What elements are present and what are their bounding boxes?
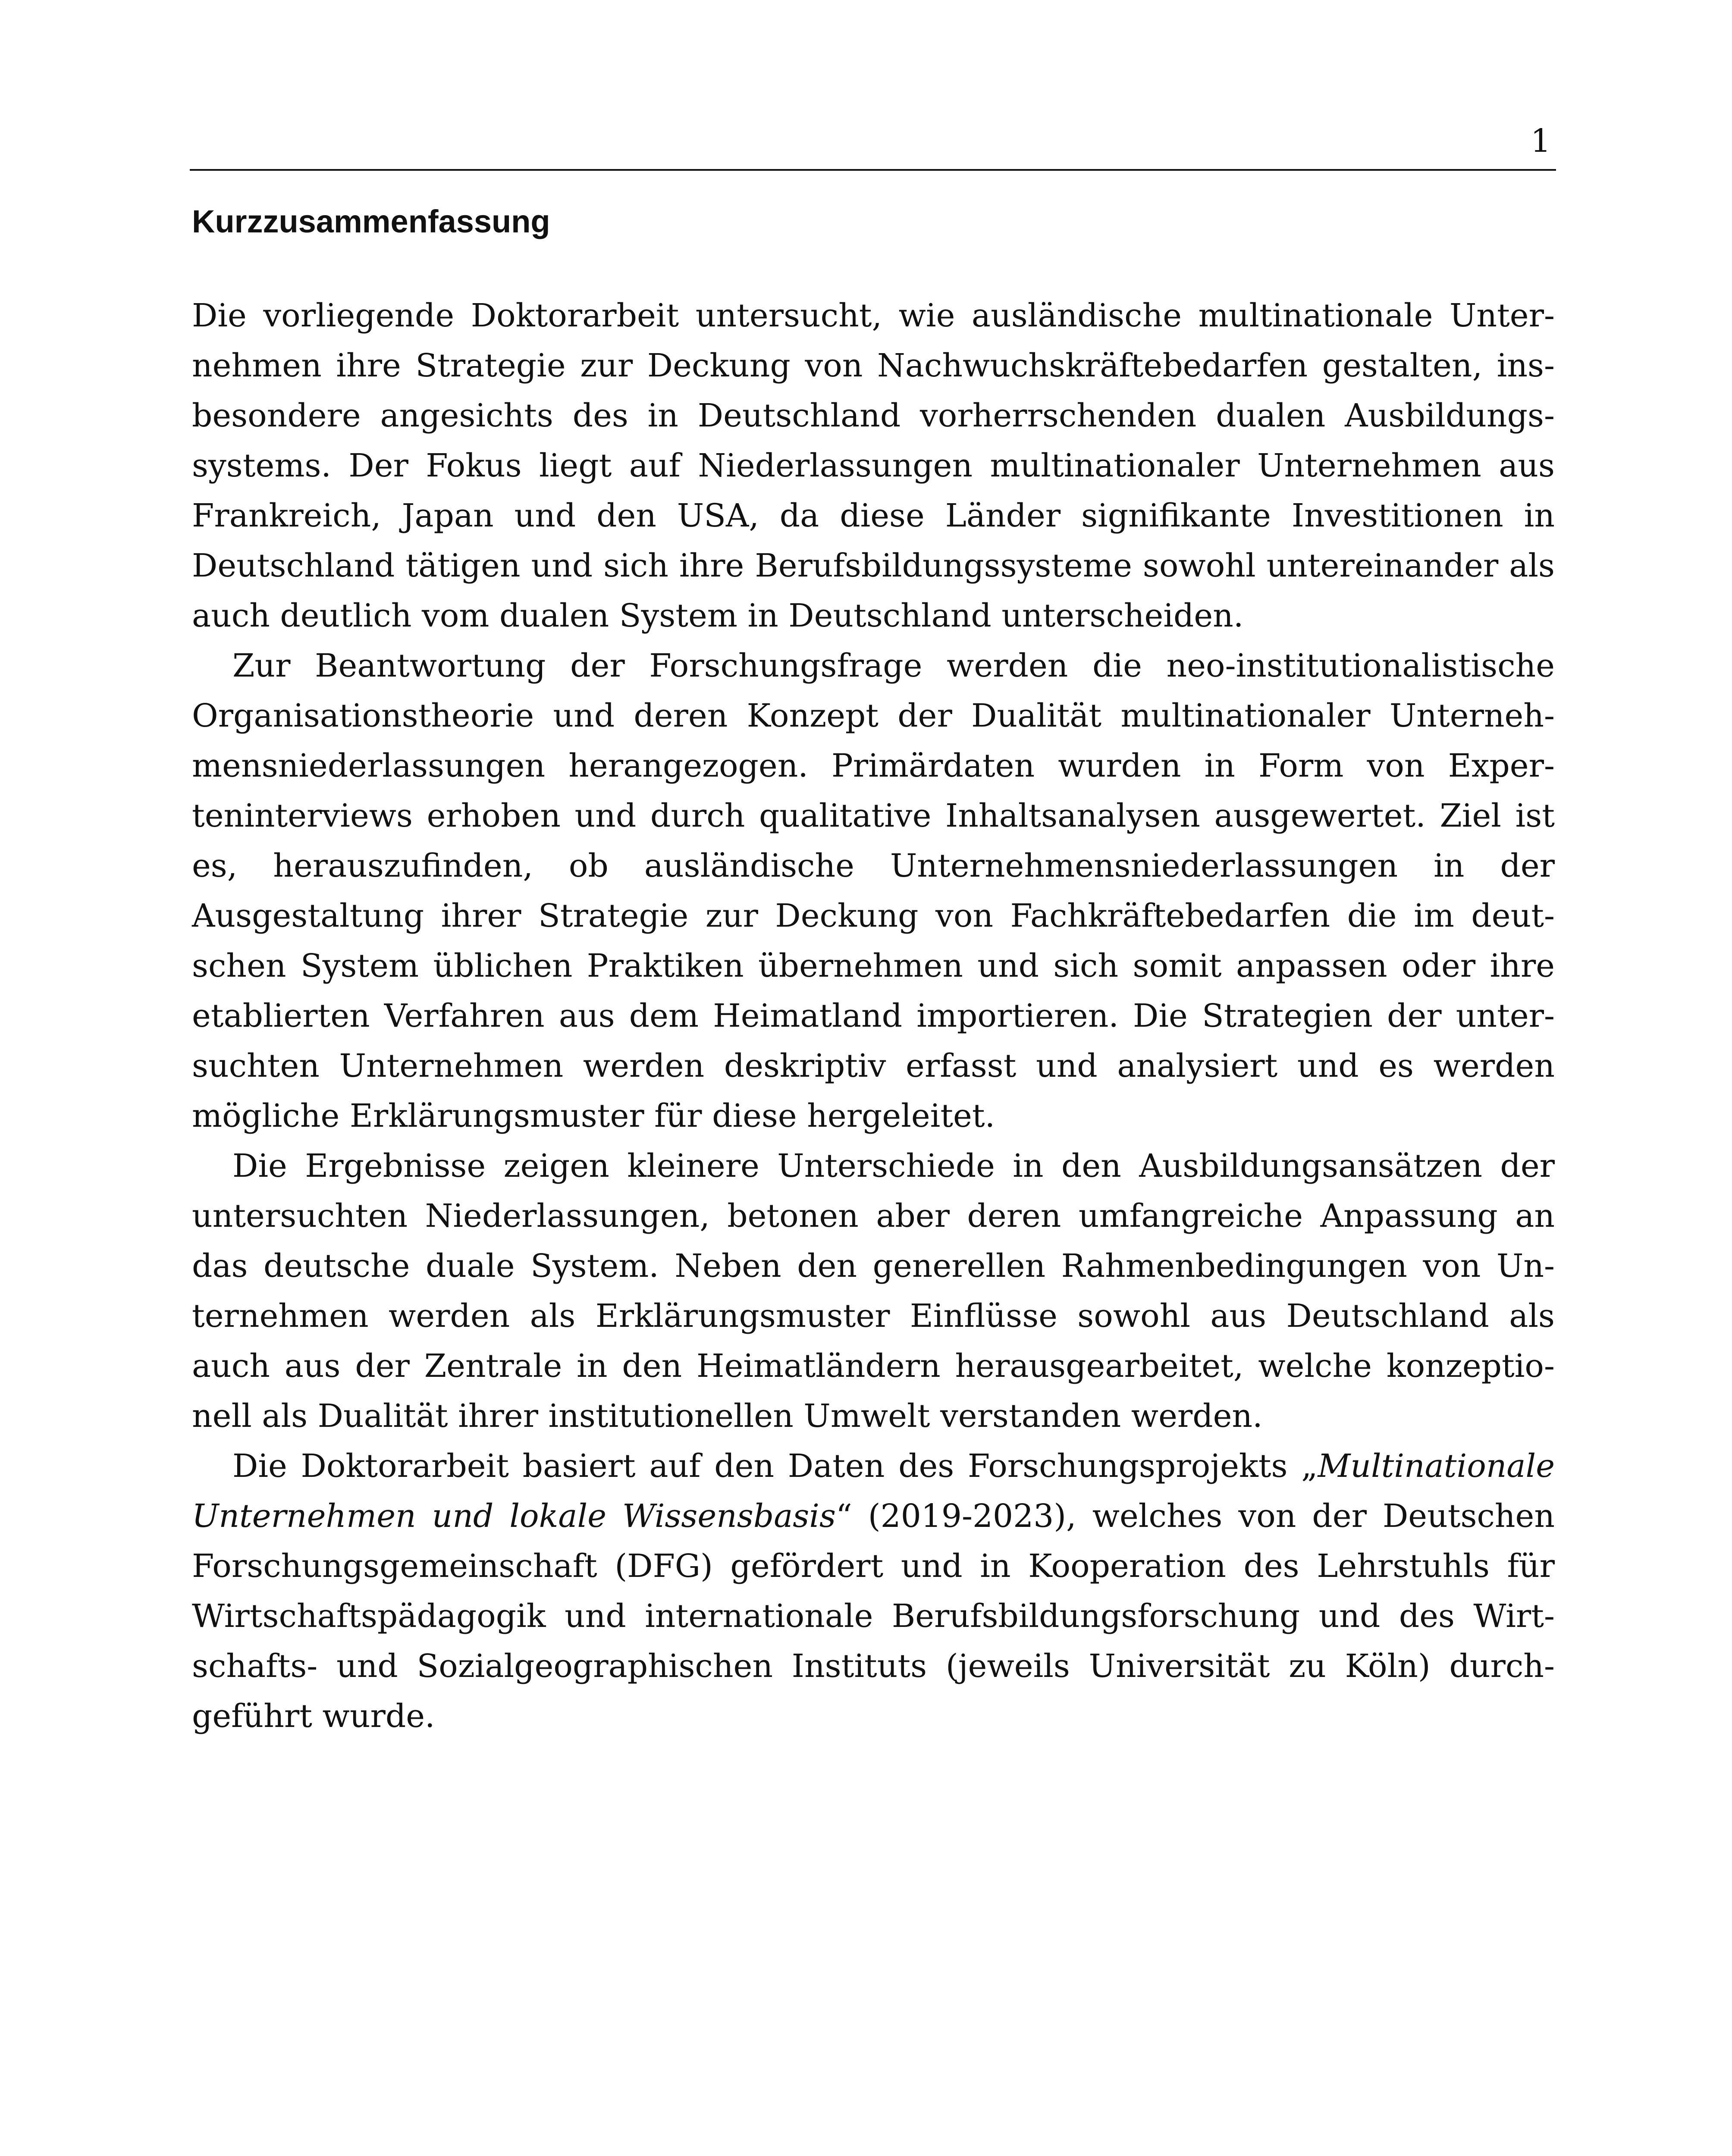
summary-section: [192, 203, 1555, 1741]
paragraph-4: [192, 1441, 1555, 1741]
paragraph-4-lead: Die Doktorarbeit basiert auf den Daten des Forschungsprojekts „: [232, 1447, 1318, 1485]
paragraph-2: Zur Beantwortung der Forschungsfrage werden die neo-institutionalistische Organisationstheorie und deren Konzept der Dualität multinationaler Unternehmensniederlassungen herangezogen. Primärdaten wurden in Form von Experteninterviews erhoben und durch qualitative Inhaltsanalysen ausgewertet. Ziel ist es, herauszufinden, ob ausländische Unternehmensniederlassungen in der Ausgestaltung ihrer Strategie zur Deckung von Fachkräftebedarfen die im deutschen System üblichen Praktiken übernehmen und sich somit anpassen oder ihre etablierten Verfahren aus dem Heimatland importieren. Die Strategien der untersuchten Unternehmen werden deskriptiv erfasst und analysiert und es werden mögliche Erklärungsmuster für diese hergeleitet.: [192, 647, 1555, 1134]
header-rule: [190, 169, 1556, 171]
paragraph-4-rest: “ (2019-2023), welches von der Deutschen Forschungsgemeinschaft (DFG) gefördert und in Kooperation des Lehrstuhls für Wirtschaftspädagogik und internationale Berufsbildungsforschung und des Wirtschafts- und Sozialgeographischen Instituts (jeweils Universität zu Köln) durchgeführt wurde.: [192, 1497, 1555, 1735]
section-heading: Kurzzusammenfassung: [192, 204, 550, 239]
paragraph-3: Die Ergebnisse zeigen kleinere Unterschiede in den Ausbildungsansätzen der untersuchten Niederlassungen, betonen aber deren umfangreiche Anpassung an das deutsche duale System. Neben den generellen Rahmenbedingungen von Unternehmen werden als Erklärungsmuster Einflüsse sowohl aus Deutschland als auch aus der Zentrale in den Heimatländern herausgearbeitet, welche konzeptionell als Dualität ihrer institutionellen Umwelt verstanden werden.: [192, 1147, 1555, 1435]
paragraph-1: Die vorliegende Doktorarbeit untersucht, wie ausländische multinationale Unternehmen ihre Strategie zur Deckung von Nachwuchskräftebedarfen gestalten, insbesondere angesichts des in Deutschland vorherrschenden dualen Ausbildungssystems. Der Fokus liegt auf Niederlassungen multinationaler Unternehmen aus Frankreich, Japan und den USA, da diese Länder signifikante Investitionen in Deutschland tätigen und sich ihre Berufsbildungssysteme sowohl untereinander als auch deutlich vom dualen System in Deutschland unterscheiden.: [192, 297, 1555, 634]
project-title: Multinationale Unternehmen und lokale Wissensbasis: [192, 1447, 1555, 1535]
page-number: 1: [1530, 122, 1551, 160]
